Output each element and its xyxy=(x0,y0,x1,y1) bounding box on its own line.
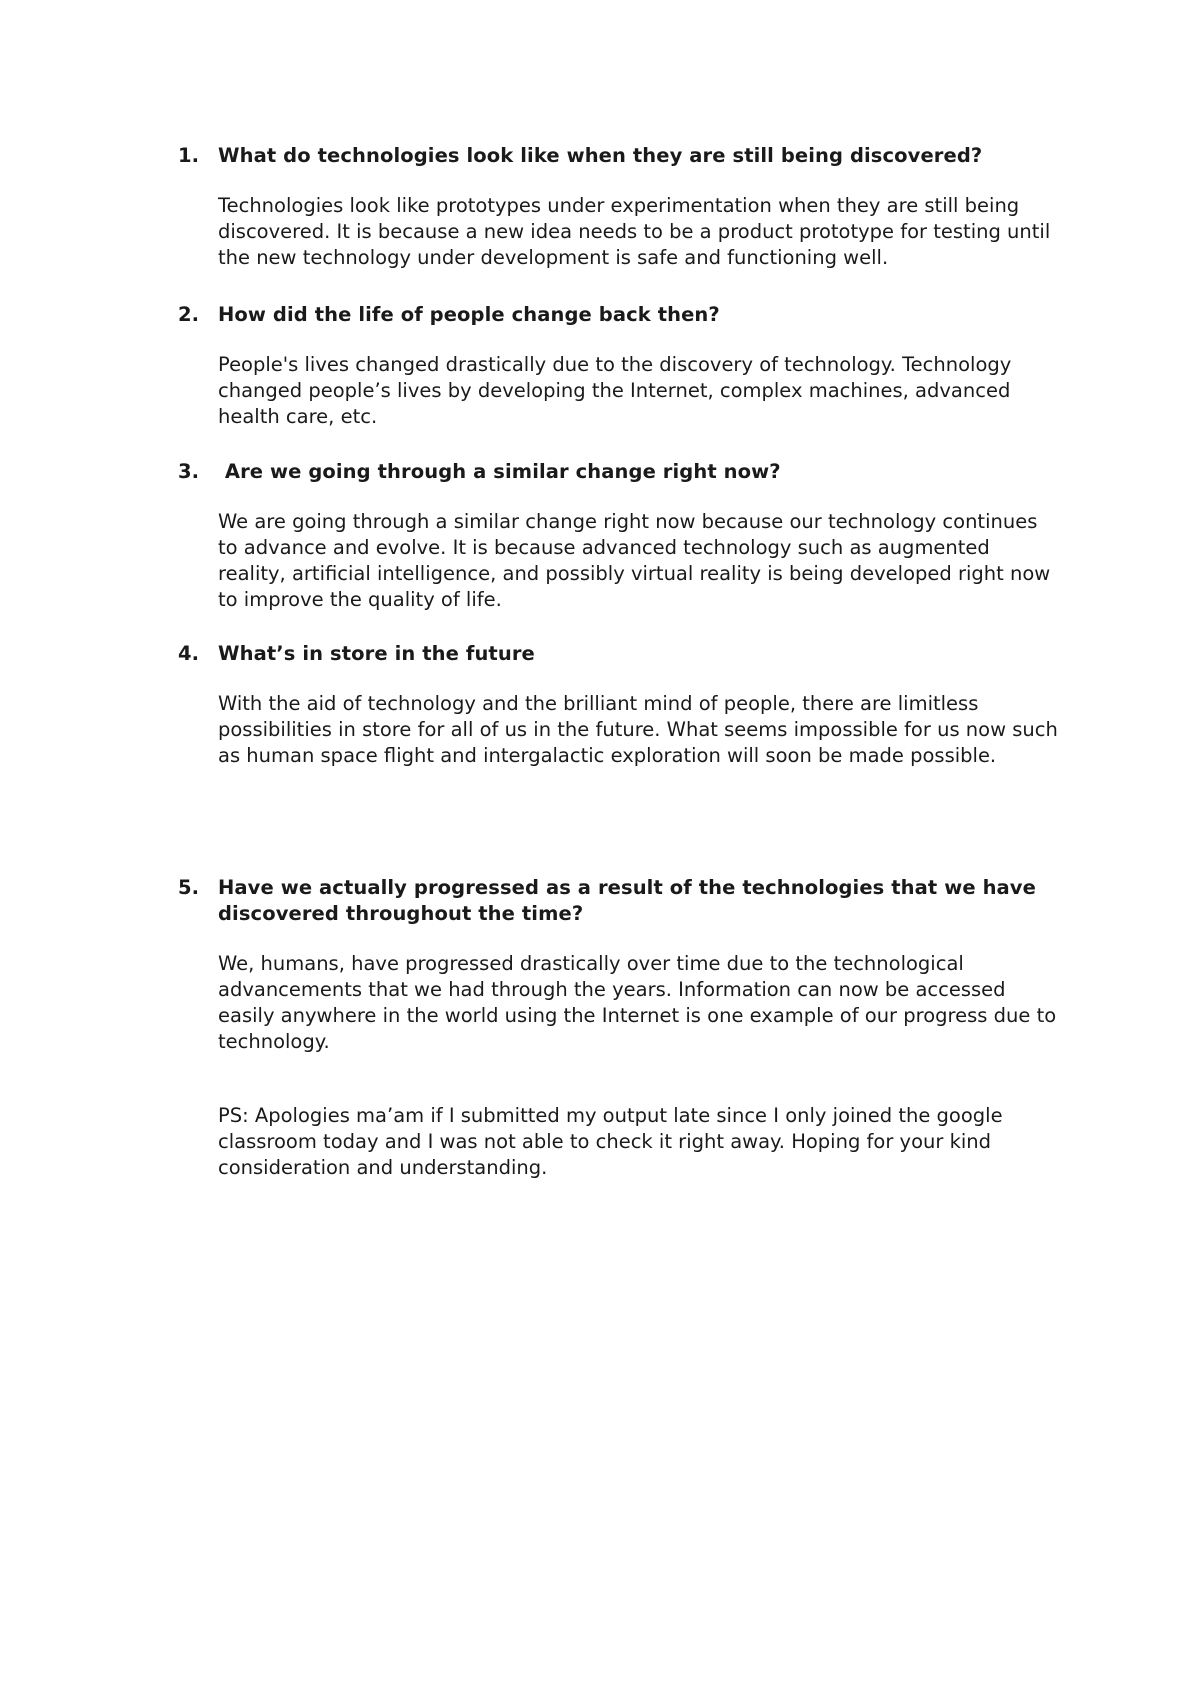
question-text: What’s in store in the future xyxy=(218,642,535,665)
question-4 xyxy=(178,641,1058,667)
question-text: How did the life of people change back then? xyxy=(218,303,720,326)
qa-item-1 xyxy=(178,143,1058,271)
question-text: What do technologies look like when they are still being discovered? xyxy=(218,144,983,167)
question-2 xyxy=(178,302,1058,328)
qa-item-3 xyxy=(178,459,1058,613)
answer-4: With the aid of technology and the brilliant mind of people, there are limitless possibilities in store for all of us in the future. What seems impossible for us now such as human space flight and intergalactic exploration will soon be made possible. xyxy=(218,692,1058,767)
question-text: Are we going through a similar change right now? xyxy=(218,460,781,483)
question-number: 2. xyxy=(178,303,200,326)
answer-1: Technologies look like prototypes under experimentation when they are still being discovered. It is because a new idea needs to be a product prototype for testing until the new technology under development is safe and functioning well. xyxy=(218,194,1051,269)
question-number: 5. xyxy=(178,876,200,899)
question-number: 4. xyxy=(178,642,200,665)
question-3 xyxy=(178,459,1058,485)
postscript-note: PS: Apologies ma’am if I submitted my output late since I only joined the google classroom today and I was not able to check it right away. Hoping for your kind consideration and understanding. xyxy=(218,1104,1003,1179)
question-number: 3. xyxy=(178,460,200,483)
qa-item-2 xyxy=(178,302,1058,430)
answer-5: We, humans, have progressed drastically over time due to the technological advancements that we had through the years. Information can now be accessed easily anywhere in the world using the Internet is one example of our progress due to technology. xyxy=(218,952,1057,1053)
answer-3: We are going through a similar change right now because our technology continues to advance and evolve. It is because advanced technology such as augmented reality, artificial intelligence, and possibly virtual reality is being developed right now to improve the quality of life. xyxy=(218,510,1051,611)
answer-2: People's lives changed drastically due to the discovery of technology. Technology changed people’s lives by developing the Internet, complex machines, advanced health care, etc. xyxy=(218,353,1012,428)
qa-item-4 xyxy=(178,641,1058,769)
question-1 xyxy=(178,143,1058,169)
qa-item-5 xyxy=(178,875,1058,1055)
question-text: Have we actually progressed as a result of the technologies that we have discovered throughout the time? xyxy=(218,876,1036,925)
question-5 xyxy=(178,875,1058,927)
question-number: 1. xyxy=(178,144,200,167)
